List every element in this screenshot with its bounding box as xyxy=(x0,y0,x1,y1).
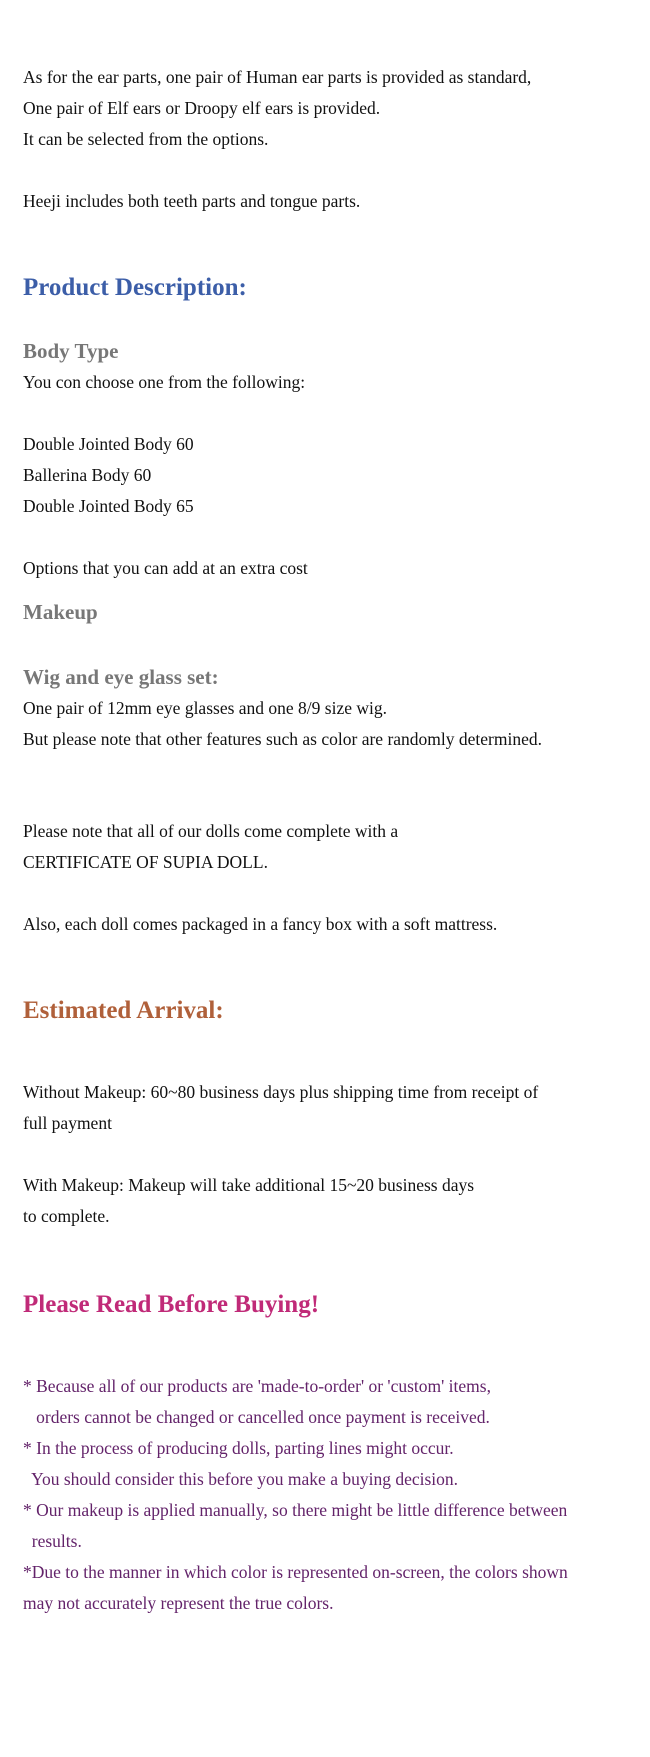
note-line: results. xyxy=(23,1531,82,1551)
body-option: Double Jointed Body 60 xyxy=(23,434,194,454)
packaging-note: Also, each doll comes packaged in a fancy box with a soft mattress. xyxy=(23,914,498,934)
note-line: * Because all of our products are 'made-to-order' or 'custom' items, xyxy=(23,1376,491,1396)
note-line: may not accurately represent the true colors. xyxy=(23,1593,334,1613)
wig-set-heading: Wig and eye glass set: xyxy=(23,665,219,689)
buying-notes xyxy=(23,1371,633,1619)
body-type-intro: You con choose one from the following: xyxy=(23,372,306,392)
ear-parts-line-2: One pair of Elf ears or Droopy elf ears is provided. xyxy=(23,98,381,118)
certificate-line-1: Please note that all of our dolls come complete with a xyxy=(23,821,399,841)
ear-parts-line-3: It can be selected from the options. xyxy=(23,129,269,149)
product-description-heading: Product Description: xyxy=(23,274,247,301)
body-type-heading: Body Type xyxy=(23,339,119,363)
without-makeup-line-1: Without Makeup: 60~80 business days plus shipping time from receipt of xyxy=(23,1082,539,1102)
extra-cost-intro: Options that you can add at an extra cost xyxy=(23,558,308,578)
estimated-arrival-heading: Estimated Arrival: xyxy=(23,997,224,1024)
note-line: *Due to the manner in which color is represented on-screen, the colors shown xyxy=(23,1562,568,1582)
body-option: Double Jointed Body 65 xyxy=(23,496,194,516)
note-line: orders cannot be changed or cancelled once payment is received. xyxy=(23,1407,490,1427)
note-line: * Our makeup is applied manually, so there might be little difference between xyxy=(23,1500,568,1520)
note-line: * In the process of producing dolls, parting lines might occur. xyxy=(23,1438,454,1458)
body-type-options xyxy=(23,429,633,522)
makeup-heading: Makeup xyxy=(23,600,98,624)
ear-parts-line-1: As for the ear parts, one pair of Human ear parts is provided as standard, xyxy=(23,67,532,87)
with-makeup-line-1: With Makeup: Makeup will take additional 15~20 business days xyxy=(23,1175,475,1195)
note-line: You should consider this before you make a buying decision. xyxy=(23,1469,459,1489)
wig-set-line-1: One pair of 12mm eye glasses and one 8/9 size wig. xyxy=(23,698,388,718)
teeth-note: Heeji includes both teeth parts and tongue parts. xyxy=(23,191,361,211)
certificate-line-2: CERTIFICATE OF SUPIA DOLL. xyxy=(23,852,268,872)
please-read-heading: Please Read Before Buying! xyxy=(23,1291,320,1318)
without-makeup-line-2: full payment xyxy=(23,1113,112,1133)
body-option: Ballerina Body 60 xyxy=(23,465,152,485)
product-details xyxy=(23,62,633,1619)
with-makeup-line-2: to complete. xyxy=(23,1206,110,1226)
wig-set-line-2: But please note that other features such as color are randomly determined. xyxy=(23,729,542,749)
ear-parts-section xyxy=(23,62,633,217)
